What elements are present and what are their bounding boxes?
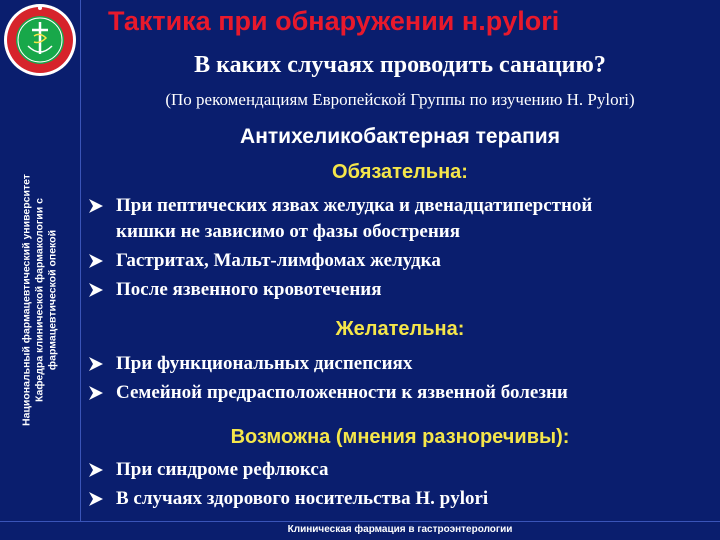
list-item-text: кишки не зависимо от фазы обострения (116, 221, 460, 242)
sidebar-line: фармацевтической опекой (46, 229, 59, 371)
list-item-text: Гастритах, Мальт-лимфомах желудка (116, 250, 441, 271)
arrow-bullet-icon (88, 356, 104, 372)
arrow-bullet-icon (88, 282, 104, 298)
slide-title: Тактика при обнаружении н.pylori (108, 6, 560, 36)
arrow-bullet-icon (88, 253, 104, 269)
university-logo (2, 2, 78, 78)
footer-divider (0, 521, 720, 522)
list-item-text: При синдроме рефлюкса (116, 459, 329, 480)
section-heading-desirable: Желательна: (335, 318, 465, 340)
slide-question: В каких случаях проводить санацию? (194, 52, 606, 78)
therapy-title: Антихеликобактерная терапия (240, 125, 560, 148)
list-item-text: Семейной предрасположенности к язвенной болезни (116, 382, 568, 403)
arrow-bullet-icon (88, 385, 104, 401)
list-item-text: В случаях здорового носительства H. pylori (116, 488, 489, 509)
sidebar-line: Национальный фармацевтический университет (20, 174, 33, 426)
footer-text: Клиническая фармация в гастроэнтерологии (287, 524, 513, 535)
arrow-bullet-icon (88, 491, 104, 507)
sidebar-line: Кафедра клинической фармакологии с (33, 198, 46, 402)
list-item-text: При функциональных диспепсиях (116, 353, 413, 374)
section-heading-mandatory: Обязательна: (332, 161, 468, 183)
arrow-bullet-icon (88, 462, 104, 478)
list-item-text: После язвенного кровотечения (116, 279, 382, 300)
slide-note: (По рекомендациям Европейской Группы по изучению H. Pylori) (165, 90, 635, 109)
section-heading-possible: Возможна (мнения разноречивы): (230, 426, 570, 448)
arrow-bullet-icon (88, 198, 104, 214)
list-item-text: При пептических язвах желудка и двенадцатиперстной (116, 195, 593, 216)
sidebar (0, 0, 81, 521)
university-name-vertical (21, 90, 60, 510)
